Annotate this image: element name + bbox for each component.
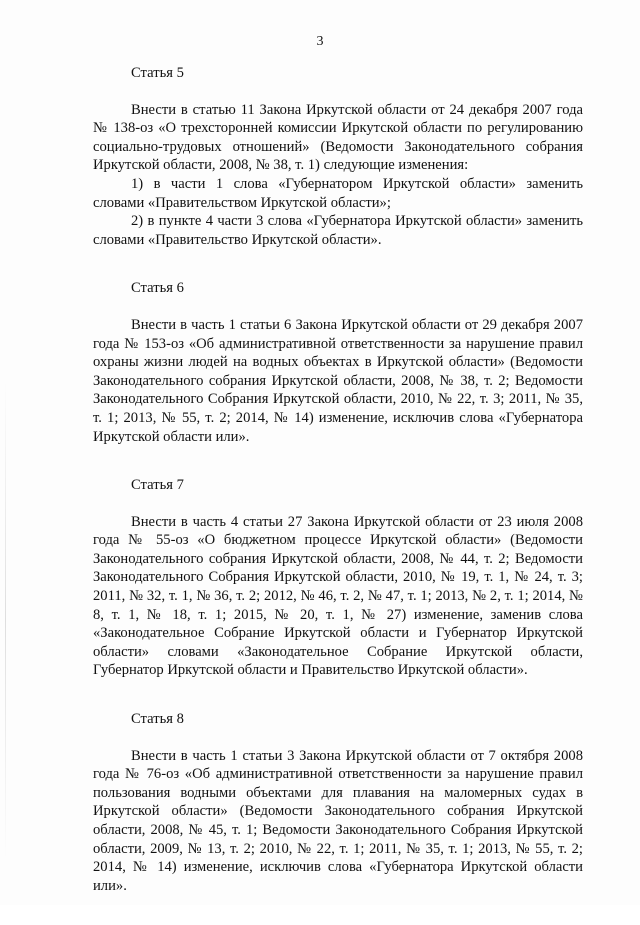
- article-paragraph: 1) в части 1 слова «Губернатором Иркутской области» заменить словами «Правительством Иркутской области»;: [93, 175, 583, 211]
- article-title: Статья 8: [131, 711, 184, 728]
- article-paragraph: Внести в часть 1 статьи 6 Закона Иркутской области от 29 декабря 2007 года № 153-оз «Об административной ответственности за нарушение правил охраны жизни людей на водных объектах в Иркутской области» (Ведомости Законодательного собрания Иркутской области, 2008, № 38, т. 2; Ведомости Законодательного Собрания Иркутской области, 2010, № 22, т. 3; 2011, № 35, т. 1; 2013, № 55, т. 2; 2014, № 14) изменение, исключив слова «Губернатора Иркутской области или».: [93, 316, 583, 445]
- document-body: [93, 64, 583, 925]
- article-title: Статья 6: [131, 280, 184, 297]
- page-number: 3: [316, 34, 324, 49]
- article-title: Статья 5: [131, 65, 184, 81]
- article-5: [93, 64, 583, 249]
- article-paragraph: 2) в пункте 4 части 3 слова «Губернатора Иркутской области» заменить словами «Правительство Иркутской области».: [93, 213, 583, 248]
- article-paragraph: Внести в часть 1 статьи 3 Закона Иркутской области от 7 октября 2008 года № 76-оз «Об административной ответственности за нарушение правил пользования водными объектами для плавания на маломерных судах в Иркутской области» (Ведомости Законодательного собрания Иркутской области, 2008, № 45, т. 1; Ведомости Законодательного Собрания Иркутской области, 2009, № 13, т. 2; 2010, № 22, т. 1; 2011, № 35, т. 1; 2013, № 55, т. 2; 2014, № 14) изменение, исключив слова «Губернатора Иркутской области или».: [93, 747, 583, 894]
- article-paragraph: Внести в часть 4 статьи 27 Закона Иркутской области от 23 июля 2008 года № 55-оз «О бюджетном процессе Иркутской области» (Ведомости Законодательного собрания Иркутской области, 2008, № 44, т. 2; Ведомости Законодательного Собрания Иркутской области, 2010, № 19, т. 1, № 24, т. 3; 2011, № 32, т. 1, № 36, т. 2; 2012, № 46, т. 2, № 47, т. 1; 2013, № 2, т. 1; 2014, № 8, т. 1, № 18, т. 1; 2015, № 20, т. 1, № 27) изменение, заменив слова «Законодательное Собрание Иркутской области и Губернатор Иркутской области» словами «Законодательное Собрание Иркутской области, Губернатор Иркутской области и Правительство Иркутской области».: [93, 513, 583, 679]
- article-6: [93, 279, 583, 446]
- scan-edge-shadow: [5, 380, 6, 860]
- article-title: Статья 7: [131, 477, 184, 494]
- article-paragraph: Внести в статью 11 Закона Иркутской области от 24 декабря 2007 года № 138-оз «О трехсторонней комиссии Иркутской области по регулированию социально-трудовых отношений» (Ведомости Законодательного собрания Иркутской области, 2008, № 38, т. 1) следующие изменения:: [93, 101, 583, 174]
- article-8: [93, 710, 583, 895]
- article-7: [93, 476, 583, 680]
